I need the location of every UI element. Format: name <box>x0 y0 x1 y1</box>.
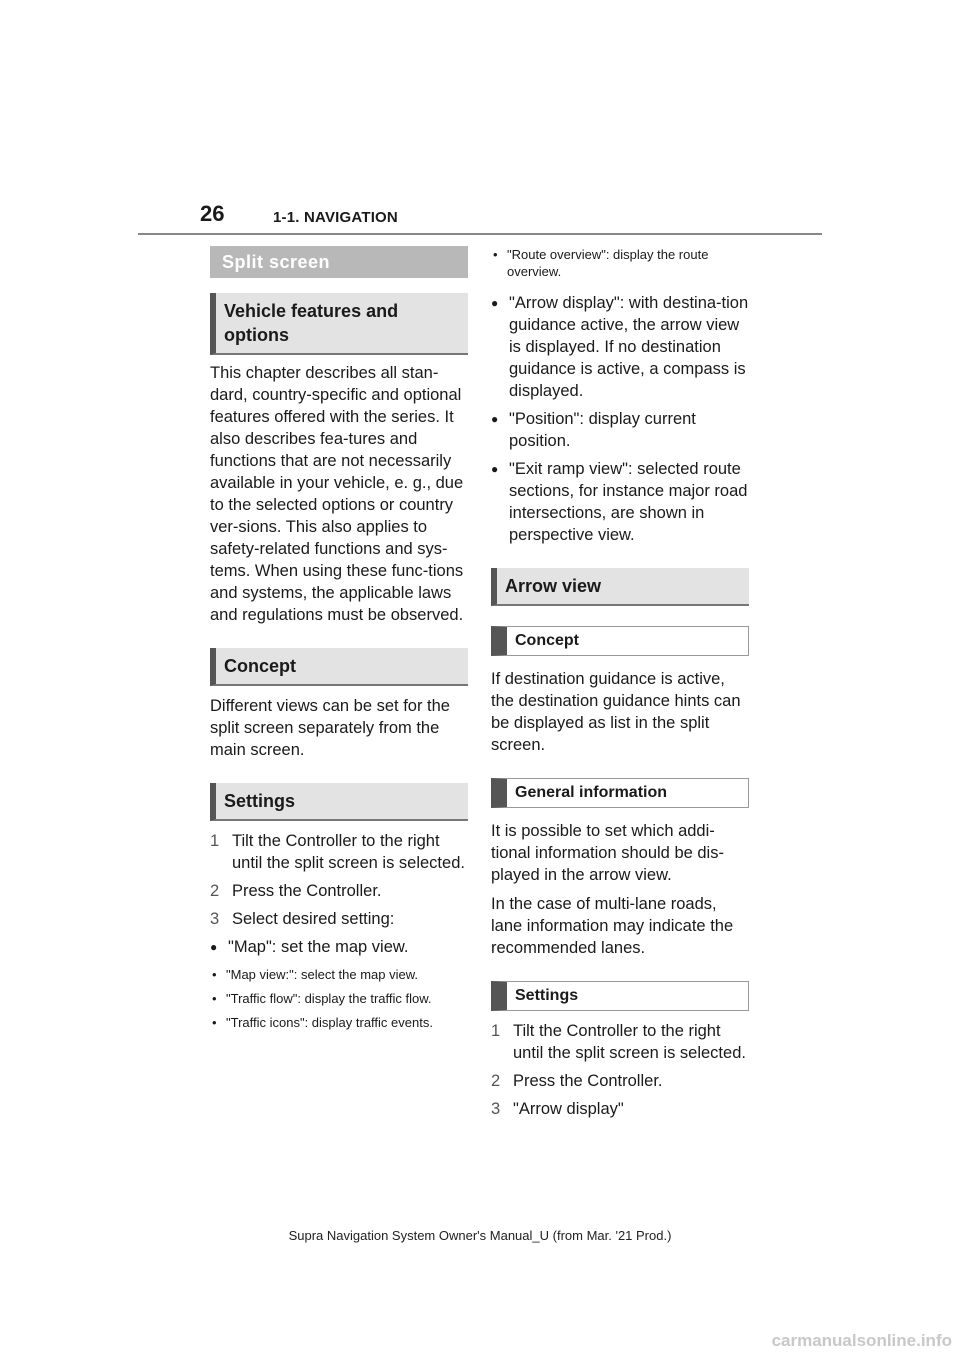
concept-text: Different views can be set for the split screen separately from the main screen. <box>210 697 450 759</box>
bullet-exit-ramp: ● "Exit ramp view": selected route sections, for instance major road intersections, are shown in perspective view. <box>491 460 748 544</box>
arrow-step-1: 1 Tilt the Controller to the right until the split screen is selected. <box>491 1022 746 1062</box>
bullet-icon: ● <box>491 412 499 426</box>
step-1: 1 Tilt the Controller to the right until the split screen is selected. <box>210 832 465 872</box>
bullet-icon: ● <box>210 940 218 954</box>
bullet-icon: ● <box>491 462 499 476</box>
arrow-view-heading: Arrow view <box>491 568 749 606</box>
concept-heading: Concept <box>210 648 468 686</box>
bullet-arrow-display: ● "Arrow display": with destina-tion guidance active, the arrow view is displayed. If no destination guidance is active, a compass is displayed. <box>491 294 749 400</box>
step-3: 3 Select desired setting: <box>210 910 395 928</box>
bullet-position: ● "Position": display current position. <box>491 410 696 450</box>
vehicle-features-text: This chapter describes all stan-dard, country-specific and optional features offered with the series. It also describes fea-tures and functions that are not necessarily available in your vehicle, e. g., due to the selected options or country ver-sions. This also applies to safety-related functions and sys-tems. When using these func-tions and systems, the applicable laws and regulations must be observed. <box>210 364 464 624</box>
arrow-concept-text: If destination guidance is active, the destination guidance hints can be displayed as list in the split screen. <box>491 670 741 754</box>
right-column <box>491 246 749 1120</box>
arrow-settings-heading: Settings <box>491 981 749 1011</box>
general-information-heading: General information <box>491 778 749 808</box>
sub-item-traffic-flow: • "Traffic flow": display the traffic flow. <box>212 991 432 1006</box>
arrow-concept-heading: Concept <box>491 626 749 656</box>
arrow-step-2: 2 Press the Controller. <box>491 1072 663 1090</box>
bullet-map: ● "Map": set the map view. <box>210 938 409 956</box>
settings-heading: Settings <box>210 783 468 821</box>
header-rule <box>138 233 822 235</box>
sub-item-route-overview: • "Route overview": display the route overview. <box>493 247 709 279</box>
sub-item-map-view: • "Map view:": select the map view. <box>212 967 419 982</box>
general-information-text-1: It is possible to set which addi-tional information should be dis-played in the arrow view. <box>491 822 724 884</box>
vehicle-features-heading: Vehicle features and options <box>210 293 468 355</box>
footer-text: Supra Navigation System Owner's Manual_U (from Mar. '21 Prod.) <box>288 1228 672 1243</box>
split-screen-banner: Split screen <box>210 246 468 278</box>
page-number: 26 <box>200 201 225 226</box>
watermark: carmanualsonline.info <box>771 1331 952 1350</box>
sub-item-traffic-icons: • "Traffic icons": display traffic events. <box>212 1015 433 1030</box>
arrow-step-3: 3 "Arrow display" <box>491 1100 624 1118</box>
section-label: 1-1. NAVIGATION <box>273 209 398 226</box>
step-2: 2 Press the Controller. <box>210 882 382 900</box>
left-column <box>210 246 468 1031</box>
bullet-icon: ● <box>491 296 499 310</box>
general-information-text-2: In the case of multi-lane roads, lane information may indicate the recommended lanes. <box>491 895 734 957</box>
